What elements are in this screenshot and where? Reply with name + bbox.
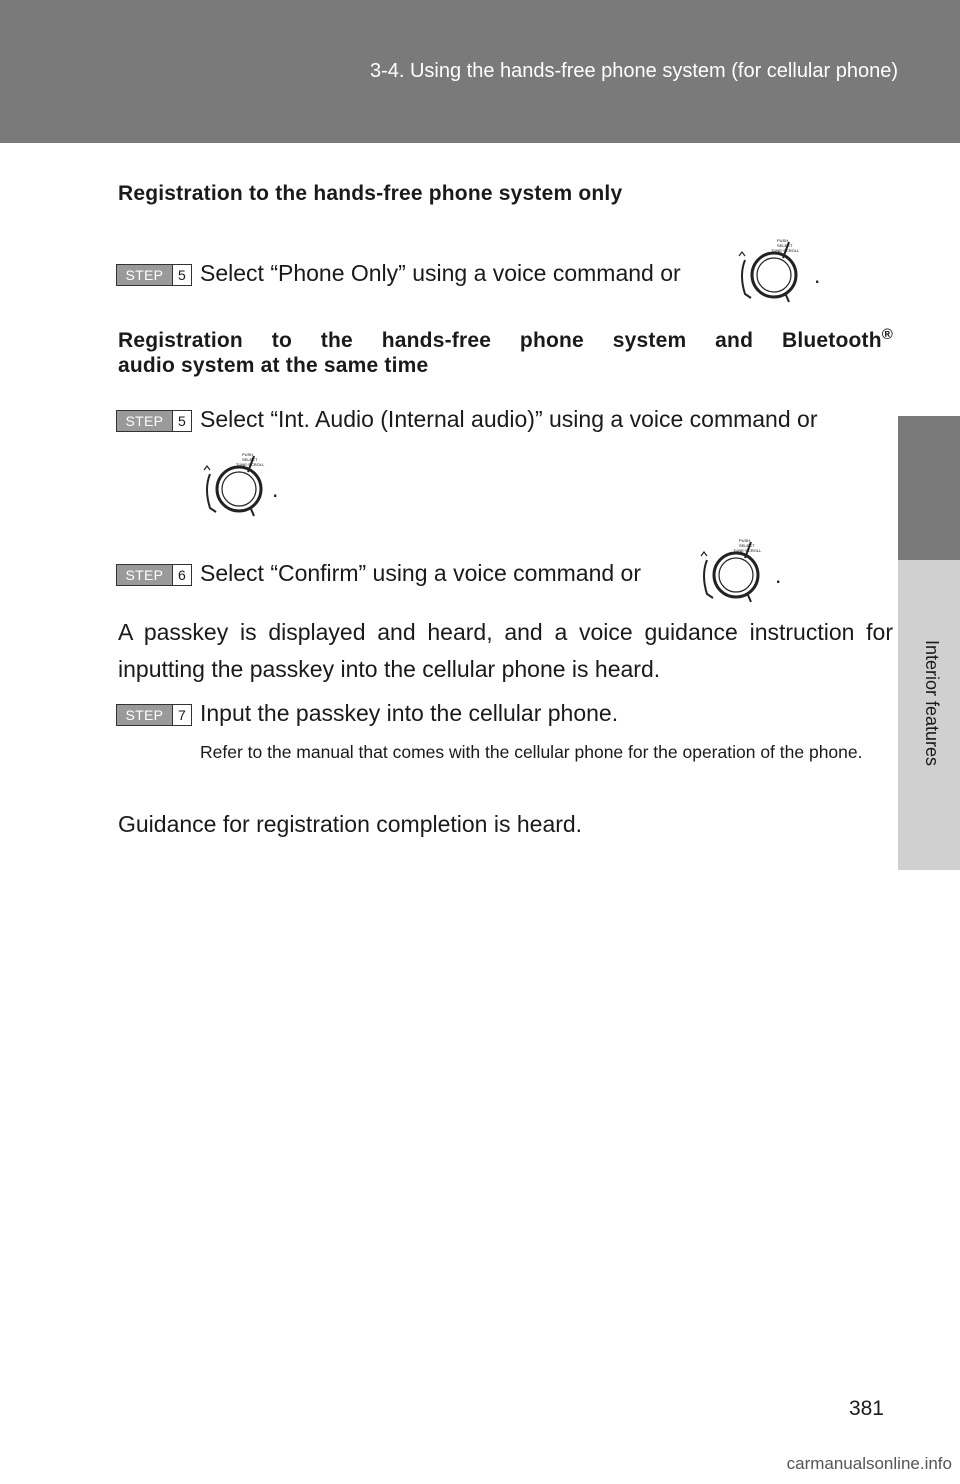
knob-label-2: SELECT [739,543,755,548]
step-text: Select “Int. Audio (Internal audio)” using a voice command or [200,406,818,432]
watermark: carmanualsonline.info [786,1454,952,1473]
note-paragraph: Refer to the manual that comes with the cellular phone for the operation of the phone. [200,742,863,762]
step-badge [116,410,192,432]
step-word: STEP [125,707,164,723]
knob-label-2: SELECT [242,457,258,462]
step-badge [116,704,192,726]
knob-label-2: SELECT [777,243,793,248]
section-title: 3-4. Using the hands-free phone system (for cellular phone) [369,60,898,82]
page-number: 381 [848,1397,884,1420]
knob-label-3: TUNE·SCROLL [771,248,800,253]
completion-paragraph: Guidance for registration completion is heard. [118,811,583,837]
period: . [272,476,279,502]
step-number: 6 [172,565,191,585]
page-header [0,0,960,143]
chapter-label [916,640,942,900]
heading-phone-only: Registration to the hands-free phone system only [118,182,623,205]
knob-label-1: PUSH [242,452,254,457]
heading-phone-and-audio-line2: audio system at the same time [118,354,429,377]
step-number: 7 [172,705,191,725]
tune-knob-icon [693,532,765,606]
step-text: Select “Phone Only” using a voice command or [200,260,681,286]
heading-text: Registration to the hands-free phone system and Bluetooth [118,329,882,352]
step-badge [116,264,192,286]
step-word: STEP [125,567,164,583]
step-text: Select “Confirm” using a voice command or [200,560,641,586]
registered-mark: ® [881,326,893,343]
knob-label-3: TUNE·SCROLL [733,548,762,553]
chapter-tab [898,416,960,560]
step-badge [116,564,192,586]
knob-label-3: TUNE·SCROLL [236,462,265,467]
heading-phone-and-audio-line1 [118,326,893,353]
step-number: 5 [172,411,191,431]
step-number: 5 [172,265,191,285]
tune-knob-icon [731,232,803,306]
step-text: Input the passkey into the cellular phone. [200,700,619,726]
step-word: STEP [125,267,164,283]
period: . [775,562,782,588]
knob-label-1: PUSH [739,538,751,543]
passkey-paragraph: A passkey is displayed and heard, and a voice guidance instruction for inputting the passkey into the cellular phone is heard. [118,619,893,682]
knob-label-1: PUSH [777,238,789,243]
chapter-label-text: Interior features [922,640,942,767]
step-word: STEP [125,413,164,429]
period: . [814,262,821,288]
tune-knob-icon [196,446,268,520]
